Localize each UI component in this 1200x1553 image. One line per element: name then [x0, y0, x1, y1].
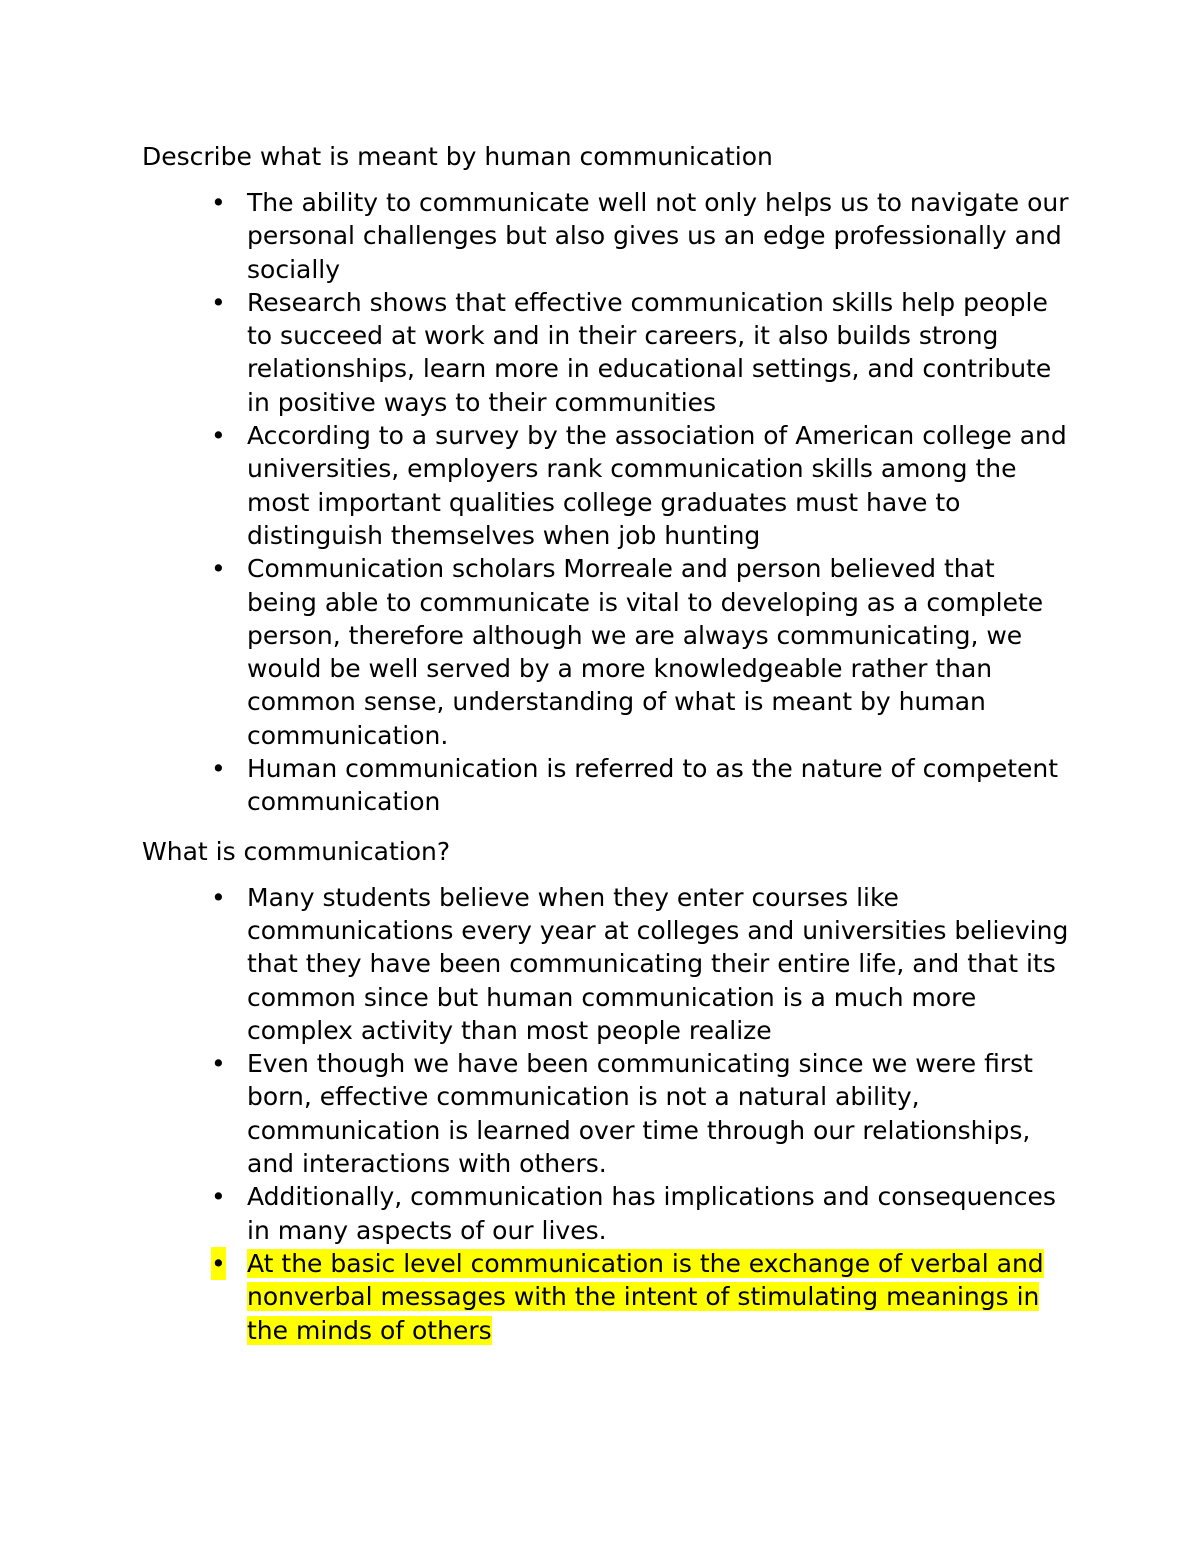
list-item [142, 286, 1072, 419]
list-item [142, 1047, 1072, 1180]
bullet-list-human-communication [142, 186, 1072, 819]
bullet-icon: • [211, 287, 226, 317]
highlighted-text: At the basic level communication is the exchange of verbal and nonverbal messages with the intent of stimulating meanings in the minds of others [247, 1248, 1044, 1345]
bullet-icon: • [211, 554, 226, 584]
list-item-text: Many students believe when they enter courses like communications every year at colleges and universities believing that they have been communicating their entire life, and that its common since but human communication is a much more complex activity than most people realize [247, 882, 1069, 1045]
section-heading-human-communication: Describe what is meant by human communication [142, 142, 773, 171]
bullet-icon: • [211, 754, 226, 784]
bullet-icon: • [211, 1049, 226, 1079]
bullet-list-what-is-communication [142, 881, 1072, 1347]
list-item-text: Additionally, communication has implications and consequences in many aspects of our lives. [247, 1182, 1056, 1245]
list-item [142, 881, 1072, 1047]
list-item [142, 419, 1072, 552]
list-item-text: Research shows that effective communication skills help people to succeed at work and in their careers, it also builds strong relationships, learn more in educational settings, and contribute in positive ways to their communities [247, 287, 1052, 417]
list-item-text: Even though we have been communicating since we were first born, effective communication is not a natural ability, communication is learned over time through our relationships, and interactions with others. [247, 1049, 1033, 1179]
bullet-icon: • [211, 421, 226, 451]
bullet-icon: • [211, 1247, 226, 1280]
bullet-icon: • [211, 1182, 226, 1212]
list-item-text: The ability to communicate well not only helps us to navigate our personal challenges but also gives us an edge professionally and socially [247, 188, 1069, 284]
bullet-icon: • [211, 188, 226, 217]
list-item [142, 752, 1072, 819]
list-item-text: Human communication is referred to as the nature of competent communication [247, 754, 1059, 817]
bullet-icon: • [211, 882, 226, 912]
list-item [142, 552, 1072, 752]
list-item-text: Communication scholars Morreale and person believed that being able to communicate is vital to developing as a complete person, therefore although we are always communicating, we would be well served by a more knowledgeable rather than common sense, understanding of what is meant by human communication. [247, 554, 1044, 750]
list-item [142, 1180, 1072, 1247]
section-heading-what-is-communication: What is communication? [142, 836, 451, 866]
list-item-highlighted [142, 1247, 1072, 1347]
list-item [142, 186, 1072, 286]
document-page [142, 140, 1072, 1347]
list-item-text: According to a survey by the association of American college and universities, employers rank communication skills among the most important qualities college graduates must have to distinguish themselves when job hunting [247, 421, 1067, 550]
